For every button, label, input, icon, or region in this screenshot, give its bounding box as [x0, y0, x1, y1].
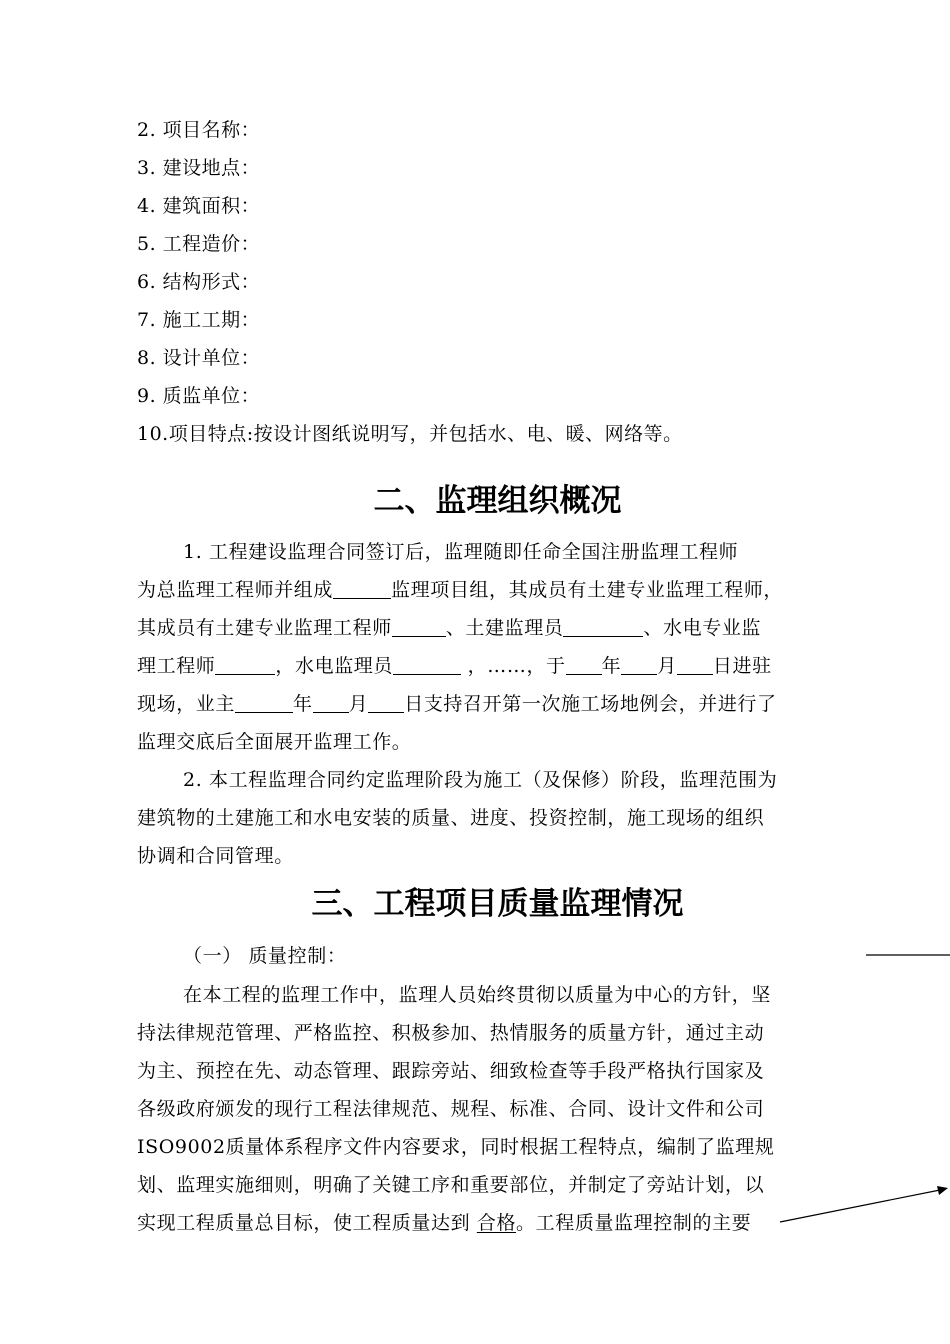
project-cost-item: 5. 工程造价：	[137, 233, 261, 255]
project-name-item: 2. 项目名称：	[137, 119, 261, 141]
s3-p1-line6: 划、监理实施细则，明确了关键工序和重要部位，并制定了旁站计划，以	[137, 1174, 765, 1196]
quality-target-value: 合格	[476, 1212, 517, 1234]
project-features-item: 10.项目特点:按设计图纸说明写，并包括水、电、暖、网络等。	[137, 423, 683, 445]
s2-p1-line1: 1. 工程建设监理合同签订后，监理随即任命全国注册监理工程师	[183, 541, 739, 563]
text-segment: ，水电监理员	[275, 655, 394, 677]
text-segment: 月	[657, 655, 677, 677]
s3-p1-line3: 为主、预控在先、动态管理、跟踪旁站、细致检查等手段严格执行国家及	[137, 1060, 765, 1082]
s2-p2-line3: 协调和合同管理。	[137, 845, 294, 867]
text-segment: ，……，于	[461, 655, 566, 677]
section2-heading: 二、监理组织概况	[373, 483, 622, 519]
quality-control-subheading: （一） 质量控制：	[183, 945, 347, 967]
s2-p2-line1: 2. 本工程监理合同约定监理阶段为施工（及保修）阶段，监理范围为	[183, 769, 778, 791]
annotation-arrow-line	[780, 1190, 940, 1222]
section3-heading: 三、工程项目质量监理情况	[311, 886, 684, 922]
text-segment: 年	[293, 693, 313, 715]
text-segment: 其成员有土建专业监理工程师	[137, 617, 392, 639]
text-segment: 、水电专业监	[643, 617, 762, 639]
text-segment: 日支持召开第一次施工场地例会，并进行了	[404, 693, 777, 715]
text-segment: 现场，业主	[137, 693, 236, 715]
text-segment: 。工程质量监理控制的主要	[516, 1212, 752, 1234]
s2-p1-line6: 监理交底后全面展开监理工作。	[137, 731, 412, 753]
s3-p1-line5: ISO9002质量体系程序文件内容要求，同时根据工程特点，编制了监理规	[137, 1136, 775, 1158]
quality-supervision-unit-item: 9. 质监单位：	[137, 385, 261, 407]
structure-type-item: 6. 结构形式：	[137, 271, 261, 293]
design-unit-item: 8. 设计单位：	[137, 347, 261, 369]
building-area-item: 4. 建筑面积：	[137, 195, 261, 217]
s3-p1-line1: 在本工程的监理工作中，监理人员始终贯彻以质量为中心的方针，坚	[183, 984, 772, 1006]
text-segment: 实现工程质量总目标，使工程质量达到	[137, 1212, 477, 1234]
text-segment: 监理项目组，其成员有土建专业监理工程师，	[391, 579, 784, 601]
s3-p1-line2: 持法律规范管理、严格监控、积极参加、热情服务的质量方针，通过主动	[137, 1022, 765, 1044]
s3-p1-line4: 各级政府颁发的现行工程法律规范、规程、标准、合同、设计文件和公司	[137, 1098, 765, 1120]
s2-p2-line2: 建筑物的土建施工和水电安装的质量、进度、投资控制，施工现场的组织	[137, 807, 765, 829]
text-segment: 年	[601, 655, 622, 677]
text-segment: 月	[348, 693, 369, 715]
construction-period-item: 7. 施工工期：	[137, 309, 261, 331]
text-segment: 为总监理工程师并组成	[137, 579, 334, 601]
construction-location-item: 3. 建设地点：	[137, 157, 261, 179]
text-segment: 理工程师	[137, 655, 216, 677]
text-segment: 日进驻	[712, 655, 772, 677]
annotation-arrowhead	[937, 1186, 948, 1195]
text-segment: 、土建监理员	[445, 617, 564, 639]
